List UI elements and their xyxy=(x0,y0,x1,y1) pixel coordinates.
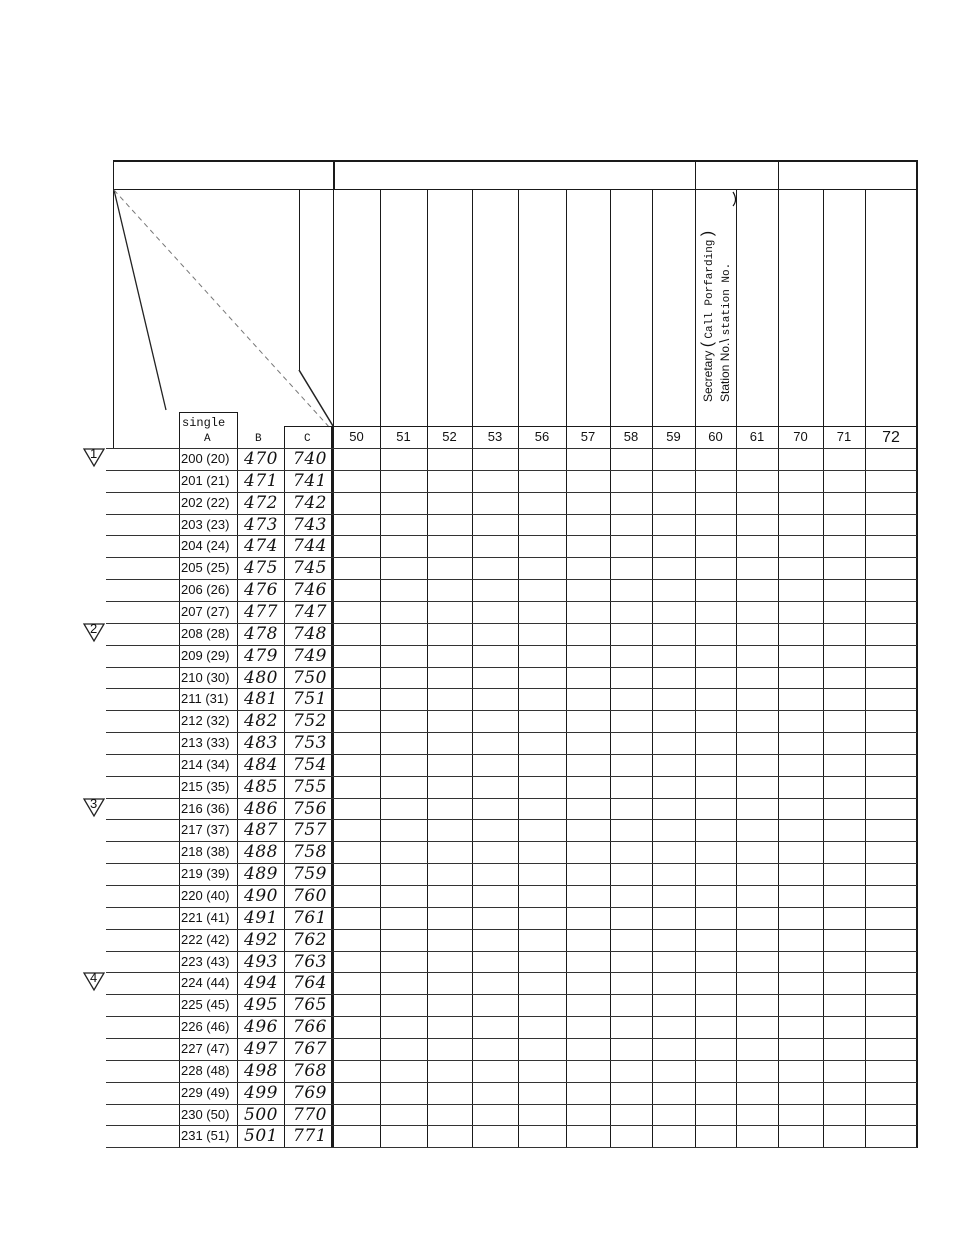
c-value: 764 xyxy=(293,973,327,994)
col-b-label: B xyxy=(255,433,262,445)
column-divider xyxy=(427,190,428,1147)
c-value: 765 xyxy=(293,995,327,1016)
extension-number: 221 (41) xyxy=(181,909,230,925)
extension-number: 200 (20) xyxy=(181,451,230,466)
column-divider xyxy=(917,190,918,1147)
col-c-label: C xyxy=(304,433,311,445)
c-value: 750 xyxy=(293,667,327,688)
b-value: 471 xyxy=(244,470,278,491)
c-value: 761 xyxy=(293,907,327,928)
extension-number: 225 (45) xyxy=(181,997,230,1013)
extension-number: 208 (28) xyxy=(181,625,230,641)
c-value: 769 xyxy=(293,1082,327,1103)
b-value: 501 xyxy=(244,1126,278,1147)
extension-number: 213 (33) xyxy=(181,735,230,751)
c-value: 740 xyxy=(293,449,327,469)
number-row-top-line xyxy=(284,426,917,427)
column-number: 53 xyxy=(487,429,503,444)
extension-number: 227 (47) xyxy=(181,1040,230,1056)
b-value: 478 xyxy=(244,623,278,644)
extension-number: 211 (31) xyxy=(181,691,229,707)
c-value: 756 xyxy=(293,798,327,819)
b-value: 482 xyxy=(244,711,278,732)
column-divider xyxy=(566,190,567,1147)
c-value: 758 xyxy=(293,842,327,863)
b-value: 475 xyxy=(244,558,278,579)
column-divider xyxy=(695,190,696,1147)
group-marker-triangle xyxy=(82,796,106,818)
row-line xyxy=(106,819,917,820)
extension-number: 205 (25) xyxy=(181,560,230,576)
row-line xyxy=(106,1016,917,1017)
column-divider xyxy=(472,190,473,1147)
c-value: 770 xyxy=(293,1104,327,1125)
column-divider xyxy=(380,190,381,1147)
b-value: 487 xyxy=(244,820,278,841)
column-divider xyxy=(333,190,334,1147)
extension-number: 231 (51) xyxy=(181,1128,230,1144)
column-60-heading xyxy=(696,190,736,402)
group-marker-number: 4 xyxy=(90,970,98,986)
b-value: 470 xyxy=(244,449,278,469)
b-value: 484 xyxy=(244,754,278,775)
c-value: 755 xyxy=(293,776,327,797)
row-line xyxy=(106,688,917,689)
b-value: 492 xyxy=(244,929,278,950)
c-value: 763 xyxy=(293,951,327,972)
group-marker-triangle xyxy=(82,621,106,643)
extension-number: 220 (40) xyxy=(181,888,230,903)
extension-number: 217 (37) xyxy=(181,822,230,838)
b-value: 480 xyxy=(244,667,278,688)
station-no-label: Station No.\ station No. xyxy=(716,262,733,402)
row-line xyxy=(106,732,917,733)
c-value: 748 xyxy=(293,623,327,644)
row-line xyxy=(106,1038,917,1039)
column-number: 61 xyxy=(749,429,765,444)
b-value: 490 xyxy=(244,886,278,906)
c-value: 759 xyxy=(293,864,327,885)
c-value: 749 xyxy=(293,645,327,666)
b-value: 486 xyxy=(244,798,278,819)
extension-number: 224 (44) xyxy=(181,975,230,991)
row-line xyxy=(106,972,917,973)
extension-number: 226 (46) xyxy=(181,1019,230,1035)
row-line xyxy=(106,1147,917,1148)
extension-number: 216 (36) xyxy=(181,800,230,816)
column-divider xyxy=(518,190,519,1147)
row-line xyxy=(106,907,917,908)
extension-number: 230 (50) xyxy=(181,1106,230,1122)
b-value: 493 xyxy=(244,951,278,972)
extension-number: 229 (49) xyxy=(181,1084,230,1100)
column-divider xyxy=(823,190,824,1147)
extension-number: 218 (38) xyxy=(181,844,230,860)
c-value: 747 xyxy=(293,601,327,622)
extension-number: 214 (34) xyxy=(181,756,230,772)
column-number: 52 xyxy=(442,429,457,444)
column-divider xyxy=(736,190,737,1147)
c-value: 753 xyxy=(293,733,327,754)
c-value: 757 xyxy=(293,820,327,841)
row-line xyxy=(106,1125,917,1126)
row-line xyxy=(106,863,917,864)
group-marker-number: 3 xyxy=(90,795,98,811)
extension-number: 222 (42) xyxy=(181,931,230,947)
extension-number: 203 (23) xyxy=(181,516,230,532)
column-divider xyxy=(778,190,779,1147)
c-value: 746 xyxy=(293,580,327,601)
b-value: 488 xyxy=(244,842,278,863)
extension-number: 228 (48) xyxy=(181,1062,230,1078)
extension-number: 204 (24) xyxy=(181,538,230,554)
b-value: 494 xyxy=(244,973,278,994)
column-divider xyxy=(610,190,611,1147)
c-value: 768 xyxy=(293,1060,327,1081)
b-value: 496 xyxy=(244,1017,278,1038)
column-number: 60 xyxy=(708,429,723,444)
row-line xyxy=(106,601,917,602)
c-value: 741 xyxy=(293,470,327,491)
b-value: 500 xyxy=(244,1104,278,1125)
c-value: 744 xyxy=(293,536,327,557)
c-value: 742 xyxy=(293,492,327,513)
column-divider xyxy=(865,190,866,1147)
b-value: 499 xyxy=(244,1082,278,1103)
b-value: 473 xyxy=(244,514,278,535)
b-value: 497 xyxy=(244,1038,278,1059)
b-value: 474 xyxy=(244,536,278,557)
group-marker-number: 1 xyxy=(90,446,98,461)
c-value: 743 xyxy=(293,514,327,535)
column-number: 58 xyxy=(623,429,639,444)
single-label: single xyxy=(182,416,226,430)
row-line xyxy=(106,710,917,711)
extension-number: 223 (43) xyxy=(181,953,230,969)
c-value: 752 xyxy=(293,711,327,732)
b-value: 481 xyxy=(244,689,278,710)
row-line xyxy=(106,885,917,886)
column-number: 56 xyxy=(534,429,550,444)
col-b-left-line xyxy=(237,412,238,1147)
b-value: 477 xyxy=(244,601,278,622)
c-value: 767 xyxy=(293,1038,327,1059)
b-value: 491 xyxy=(244,907,278,928)
group-marker-triangle xyxy=(82,446,106,468)
extension-number: 212 (32) xyxy=(181,713,230,729)
b-value: 476 xyxy=(244,580,278,601)
c-value: 754 xyxy=(293,754,327,775)
extension-number: 219 (39) xyxy=(181,866,230,882)
row-line xyxy=(106,470,917,471)
column-number: 71 xyxy=(836,429,852,444)
b-value: 489 xyxy=(244,864,278,885)
extension-number: 202 (22) xyxy=(181,494,230,510)
group-marker-number: 2 xyxy=(90,620,98,636)
extension-number: 215 (35) xyxy=(181,778,230,794)
c-value: 771 xyxy=(293,1126,327,1147)
c-value: 762 xyxy=(293,929,327,950)
column-number: 70 xyxy=(793,429,808,444)
column-number: 51 xyxy=(396,429,411,444)
b-value: 495 xyxy=(244,995,278,1016)
column-number: 72 xyxy=(882,429,900,446)
group-marker-triangle xyxy=(82,970,106,992)
row-line xyxy=(106,579,917,580)
c-value: 766 xyxy=(293,1017,327,1038)
column-divider xyxy=(652,190,653,1147)
extension-number: 210 (30) xyxy=(181,669,230,685)
row-line xyxy=(106,535,917,536)
extension-number: 201 (21) xyxy=(181,472,230,488)
row-line xyxy=(106,448,917,449)
column-number: 57 xyxy=(580,429,596,444)
row-line xyxy=(106,754,917,755)
extension-number: 207 (27) xyxy=(181,603,230,619)
secretary-label: Secretary ( Call Porfarding ) xyxy=(699,230,716,402)
c-value: 751 xyxy=(293,689,327,710)
b-value: 483 xyxy=(244,733,278,754)
b-value: 485 xyxy=(244,776,278,797)
col-a-label: A xyxy=(204,433,211,445)
c-value: 745 xyxy=(293,558,327,579)
b-value: 472 xyxy=(244,492,278,513)
row-line xyxy=(106,994,917,995)
row-line xyxy=(106,841,917,842)
c-value: 760 xyxy=(293,886,327,906)
column-number: 50 xyxy=(349,429,364,444)
extension-number: 209 (29) xyxy=(181,647,230,663)
b-value: 479 xyxy=(244,645,278,666)
extension-number: 206 (26) xyxy=(181,582,230,598)
b-value: 498 xyxy=(244,1060,278,1081)
column-number: 59 xyxy=(666,429,681,444)
row-line xyxy=(106,557,917,558)
